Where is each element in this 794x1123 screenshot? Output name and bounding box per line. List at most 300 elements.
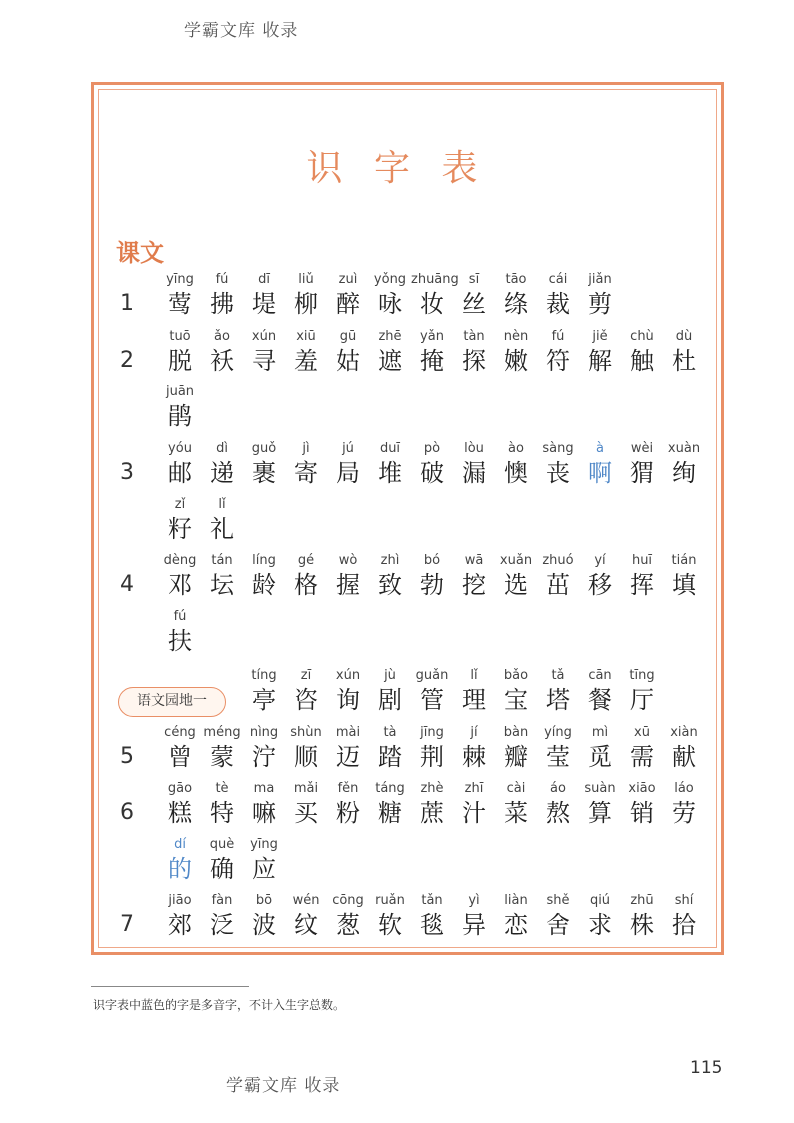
- character-cell: [159, 329, 201, 377]
- character-cell: [579, 781, 621, 829]
- hanzi: 探: [462, 347, 486, 375]
- hanzi: 啊: [588, 459, 612, 487]
- pinyin: què: [209, 837, 235, 852]
- pinyin: zhē: [378, 329, 402, 344]
- character-cell: [327, 893, 369, 941]
- pinyin: láo: [674, 781, 694, 796]
- lesson-number: 6: [120, 800, 134, 825]
- hanzi: 籽: [168, 515, 192, 543]
- hanzi: 格: [294, 571, 318, 599]
- hanzi: 拂: [210, 290, 234, 318]
- pinyin: sī: [468, 272, 480, 287]
- character-cell: [327, 553, 369, 601]
- character-cell: [537, 272, 579, 320]
- character-cell: [621, 441, 663, 489]
- character-cell: [159, 497, 201, 545]
- hanzi: 应: [252, 855, 276, 883]
- hanzi: 泛: [210, 911, 234, 939]
- hanzi: 买: [294, 799, 318, 827]
- watermark-bottom: 学霸文库 收录: [226, 1076, 341, 1096]
- pinyin: bàn: [503, 725, 529, 740]
- pinyin: yíng: [544, 725, 572, 740]
- chinese-garden-badge: 语文园地一: [118, 687, 226, 717]
- pinyin: yīng: [250, 837, 278, 852]
- hanzi: 询: [336, 686, 360, 714]
- character-cell: [621, 553, 663, 601]
- pinyin: ào: [508, 441, 524, 456]
- hanzi: 波: [252, 911, 276, 939]
- character-cell: [159, 441, 201, 489]
- character-cell: [243, 441, 285, 489]
- pinyin: zī: [300, 668, 312, 683]
- character-cell: [411, 553, 453, 601]
- hanzi: 舍: [546, 911, 570, 939]
- pinyin: guǎn: [415, 668, 449, 683]
- hanzi: 裁: [546, 290, 570, 318]
- character-cell: [453, 553, 495, 601]
- character-cell: [495, 329, 537, 377]
- character-cell: [495, 272, 537, 320]
- hanzi: 瓣: [504, 743, 528, 771]
- pinyin: shí: [674, 893, 694, 908]
- pinyin: céng: [164, 725, 196, 740]
- hanzi: 礼: [210, 515, 234, 543]
- character-cell: [201, 497, 243, 545]
- character-cell: [369, 272, 411, 320]
- pinyin: xū: [634, 725, 650, 740]
- hanzi: 符: [546, 347, 570, 375]
- hanzi: 荆: [420, 743, 444, 771]
- pinyin: yóu: [168, 441, 192, 456]
- pinyin: pò: [423, 441, 441, 456]
- page-number: 115: [690, 1058, 723, 1078]
- pinyin: yí: [594, 553, 606, 568]
- pinyin: lǐ: [470, 668, 478, 683]
- hanzi: 毯: [420, 911, 444, 939]
- character-cell: [243, 553, 285, 601]
- hanzi: 扶: [168, 627, 192, 655]
- pinyin: jú: [342, 441, 354, 456]
- hanzi: 厅: [630, 686, 654, 714]
- character-cell: [327, 668, 369, 716]
- pinyin: xuàn: [667, 441, 701, 456]
- lesson-number: 7: [120, 912, 134, 937]
- character-cell: [537, 893, 579, 941]
- character-cell: [579, 725, 621, 773]
- hanzi: 菜: [504, 799, 528, 827]
- character-cell: [537, 441, 579, 489]
- pinyin: gé: [297, 553, 315, 568]
- hanzi: 餐: [588, 686, 612, 714]
- pinyin: qiú: [589, 893, 611, 908]
- character-cell: [327, 725, 369, 773]
- hanzi: 蒙: [210, 743, 234, 771]
- pinyin: ǎo: [214, 329, 230, 344]
- pinyin: liǔ: [298, 272, 314, 287]
- hanzi: 咨: [294, 686, 318, 714]
- character-cell: [243, 668, 285, 716]
- character-cell: [495, 441, 537, 489]
- page-title: 识 字 表: [306, 148, 488, 189]
- character-cell: [453, 781, 495, 829]
- hanzi: 觅: [588, 743, 612, 771]
- hanzi: 致: [378, 571, 402, 599]
- hanzi: 杜: [672, 347, 696, 375]
- character-cell: [243, 272, 285, 320]
- pinyin: tíng: [251, 668, 277, 683]
- pinyin: zhè: [420, 781, 444, 796]
- character-cell: [159, 384, 201, 432]
- hanzi: 懊: [504, 459, 528, 487]
- pinyin: cài: [506, 781, 526, 796]
- hanzi: 破: [420, 459, 444, 487]
- hanzi: 异: [462, 911, 486, 939]
- pinyin: à: [596, 441, 604, 456]
- pinyin: tà: [383, 725, 397, 740]
- hanzi: 触: [630, 347, 654, 375]
- character-cell: [159, 781, 201, 829]
- hanzi: 的: [168, 855, 192, 883]
- character-cell: [663, 329, 705, 377]
- pinyin: tán: [211, 553, 233, 568]
- pinyin: zhuāng: [411, 272, 459, 287]
- character-cell: [201, 837, 243, 885]
- character-cell: [411, 272, 459, 320]
- pinyin: mǎi: [293, 781, 319, 796]
- character-cell: [369, 441, 411, 489]
- pinyin: jí: [470, 725, 478, 740]
- hanzi: 绚: [672, 459, 696, 487]
- hanzi: 嫩: [504, 347, 528, 375]
- pinyin: lǐ: [218, 497, 226, 512]
- character-cell: [285, 272, 327, 320]
- pinyin: jiǎn: [588, 272, 612, 287]
- pinyin: bǎo: [503, 668, 529, 683]
- character-cell: [495, 668, 537, 716]
- hanzi: 亭: [252, 686, 276, 714]
- pinyin: zhū: [630, 893, 654, 908]
- pinyin: huī: [631, 553, 653, 568]
- hanzi: 解: [588, 347, 612, 375]
- pinyin: bó: [423, 553, 441, 568]
- lesson-number: 1: [120, 291, 134, 316]
- pinyin: zuì: [338, 272, 358, 287]
- character-cell: [621, 781, 663, 829]
- character-cell: [285, 329, 327, 377]
- character-cell: [369, 329, 411, 377]
- pinyin: zhuó: [542, 553, 574, 568]
- pinyin: suàn: [584, 781, 616, 796]
- hanzi: 曾: [168, 743, 192, 771]
- section-heading: 课文: [116, 238, 164, 267]
- pinyin: wén: [292, 893, 320, 908]
- character-cell: [579, 272, 621, 320]
- character-cell: [201, 893, 243, 941]
- pinyin: ruǎn: [375, 893, 405, 908]
- footnote: 识字表中蓝色的字是多音字，不计入生字总数。: [93, 998, 346, 1012]
- character-cell: [579, 441, 621, 489]
- pinyin: zhī: [464, 781, 484, 796]
- character-cell: [495, 553, 537, 601]
- hanzi: 绦: [504, 290, 528, 318]
- character-cell: [453, 441, 495, 489]
- hanzi: 确: [210, 855, 234, 883]
- hanzi: 莺: [168, 290, 192, 318]
- pinyin: táng: [375, 781, 405, 796]
- hanzi: 丧: [546, 459, 570, 487]
- character-cell: [453, 272, 495, 320]
- pinyin: tàn: [463, 329, 485, 344]
- pinyin: wò: [338, 553, 358, 568]
- character-cell: [201, 553, 243, 601]
- hanzi: 堤: [252, 290, 276, 318]
- hanzi: 踏: [378, 743, 402, 771]
- character-cell: [159, 553, 201, 601]
- character-cell: [159, 609, 201, 657]
- hanzi: 纹: [294, 911, 318, 939]
- hanzi: 堆: [378, 459, 402, 487]
- pinyin: mì: [591, 725, 609, 740]
- character-cell: [537, 668, 579, 716]
- pinyin: jīng: [420, 725, 444, 740]
- hanzi: 咏: [378, 290, 402, 318]
- character-cell: [411, 329, 453, 377]
- hanzi: 拾: [672, 911, 696, 939]
- hanzi: 茁: [546, 571, 570, 599]
- pinyin: bō: [255, 893, 273, 908]
- character-cell: [201, 272, 243, 320]
- character-cell: [453, 668, 495, 716]
- character-cell: [495, 893, 537, 941]
- pinyin: gū: [339, 329, 357, 344]
- lesson-number: 4: [120, 572, 134, 597]
- pinyin: tǎn: [421, 893, 443, 908]
- character-cell: [411, 893, 453, 941]
- hanzi: 需: [630, 743, 654, 771]
- character-cell: [285, 668, 327, 716]
- hanzi: 移: [588, 571, 612, 599]
- pinyin: dí: [174, 837, 186, 852]
- character-cell: [663, 553, 705, 601]
- pinyin: zhì: [380, 553, 400, 568]
- character-cell: [495, 781, 537, 829]
- hanzi: 嘛: [252, 799, 276, 827]
- hanzi: 柳: [294, 290, 318, 318]
- character-cell: [411, 441, 453, 489]
- pinyin: cōng: [332, 893, 364, 908]
- character-cell: [621, 668, 663, 716]
- hanzi: 填: [672, 571, 696, 599]
- hanzi: 特: [210, 799, 234, 827]
- hanzi: 袄: [210, 347, 234, 375]
- hanzi: 销: [630, 799, 654, 827]
- character-cell: [285, 553, 327, 601]
- character-cell: [327, 272, 369, 320]
- hanzi: 求: [588, 911, 612, 939]
- character-cell: [369, 668, 411, 716]
- lesson-number: 3: [120, 460, 134, 485]
- pinyin: lòu: [464, 441, 484, 456]
- hanzi: 算: [588, 799, 612, 827]
- hanzi: 蔗: [420, 799, 444, 827]
- hanzi: 粉: [336, 799, 360, 827]
- hanzi: 泞: [252, 743, 276, 771]
- hanzi: 葱: [336, 911, 360, 939]
- hanzi: 宝: [504, 686, 528, 714]
- hanzi: 递: [210, 459, 234, 487]
- character-cell: [537, 781, 579, 829]
- pinyin: cái: [548, 272, 568, 287]
- hanzi: 羞: [294, 347, 318, 375]
- pinyin: wèi: [630, 441, 654, 456]
- character-cell: [327, 441, 369, 489]
- pinyin: tǎ: [551, 668, 565, 683]
- hanzi: 挥: [630, 571, 654, 599]
- pinyin: yǎn: [420, 329, 444, 344]
- watermark-top: 学霸文库 收录: [184, 21, 299, 41]
- hanzi: 塔: [546, 686, 570, 714]
- pinyin: xuǎn: [499, 553, 533, 568]
- character-cell: [411, 781, 453, 829]
- character-cell: [579, 329, 621, 377]
- lesson-number: 5: [120, 744, 134, 769]
- hanzi: 管: [420, 686, 444, 714]
- pinyin: nìng: [249, 725, 279, 740]
- hanzi: 理: [462, 686, 486, 714]
- hanzi: 漏: [462, 459, 486, 487]
- pinyin: ma: [253, 781, 275, 796]
- hanzi: 局: [336, 459, 360, 487]
- character-cell: [243, 329, 285, 377]
- character-cell: [621, 893, 663, 941]
- pinyin: shě: [546, 893, 570, 908]
- hanzi: 莹: [546, 743, 570, 771]
- hanzi: 恋: [504, 911, 528, 939]
- character-cell: [411, 668, 453, 716]
- pinyin: jù: [384, 668, 396, 683]
- pinyin: fú: [551, 329, 565, 344]
- hanzi: 献: [672, 743, 696, 771]
- hanzi: 迈: [336, 743, 360, 771]
- character-cell: [369, 781, 411, 829]
- character-cell: [663, 441, 705, 489]
- pinyin: tián: [671, 553, 697, 568]
- character-cell: [243, 781, 285, 829]
- pinyin: líng: [252, 553, 276, 568]
- character-cell: [243, 893, 285, 941]
- pinyin: dī: [258, 272, 270, 287]
- hanzi: 姑: [336, 347, 360, 375]
- pinyin: tīng: [629, 668, 655, 683]
- pinyin: xiū: [296, 329, 316, 344]
- pinyin: dèng: [163, 553, 197, 568]
- hanzi: 寻: [252, 347, 276, 375]
- footnote-divider: [91, 986, 249, 987]
- character-cell: [411, 725, 453, 773]
- hanzi: 糕: [168, 799, 192, 827]
- pinyin: jiě: [592, 329, 608, 344]
- pinyin: mài: [335, 725, 361, 740]
- character-cell: [159, 272, 201, 320]
- character-cell: [663, 781, 705, 829]
- character-cell: [621, 329, 663, 377]
- hanzi: 猬: [630, 459, 654, 487]
- pinyin: xiàn: [670, 725, 698, 740]
- pinyin: áo: [550, 781, 566, 796]
- character-cell: [285, 781, 327, 829]
- character-cell: [201, 441, 243, 489]
- hanzi: 妆: [420, 290, 444, 318]
- pinyin: yǒng: [373, 272, 407, 287]
- hanzi: 棘: [462, 743, 486, 771]
- pinyin: fěn: [337, 781, 359, 796]
- character-cell: [369, 893, 411, 941]
- character-cell: [453, 725, 495, 773]
- hanzi: 醉: [336, 290, 360, 318]
- pinyin: fú: [215, 272, 229, 287]
- hanzi: 掩: [420, 347, 444, 375]
- hanzi: 裹: [252, 459, 276, 487]
- pinyin: dì: [216, 441, 228, 456]
- hanzi: 糖: [378, 799, 402, 827]
- character-cell: [327, 781, 369, 829]
- character-cell: [201, 781, 243, 829]
- character-cell: [537, 553, 579, 601]
- hanzi: 脱: [168, 347, 192, 375]
- hanzi: 郊: [168, 911, 192, 939]
- hanzi: 顺: [294, 743, 318, 771]
- pinyin: yì: [468, 893, 480, 908]
- pinyin: méng: [203, 725, 241, 740]
- character-cell: [159, 893, 201, 941]
- pinyin: liàn: [504, 893, 528, 908]
- hanzi: 熬: [546, 799, 570, 827]
- pinyin: zǐ: [174, 497, 186, 512]
- character-cell: [243, 837, 285, 885]
- character-cell: [537, 725, 579, 773]
- pinyin: dù: [675, 329, 693, 344]
- character-cell: [243, 725, 285, 773]
- pinyin: guǒ: [251, 441, 277, 456]
- character-cell: [579, 668, 621, 716]
- hanzi: 劳: [672, 799, 696, 827]
- character-cell: [201, 725, 243, 773]
- hanzi: 剪: [588, 290, 612, 318]
- hanzi: 遮: [378, 347, 402, 375]
- character-cell: [285, 441, 327, 489]
- pinyin: nèn: [503, 329, 529, 344]
- hanzi: 龄: [252, 571, 276, 599]
- pinyin: xún: [335, 668, 361, 683]
- pinyin: tè: [215, 781, 229, 796]
- character-cell: [327, 329, 369, 377]
- hanzi: 软: [378, 911, 402, 939]
- lesson-number: 2: [120, 348, 134, 373]
- character-cell: [159, 725, 201, 773]
- character-cell: [369, 553, 411, 601]
- character-cell: [579, 553, 621, 601]
- hanzi: 握: [336, 571, 360, 599]
- pinyin: xún: [251, 329, 277, 344]
- hanzi: 汁: [462, 799, 486, 827]
- character-cell: [579, 893, 621, 941]
- character-cell: [285, 725, 327, 773]
- pinyin: xiāo: [628, 781, 656, 796]
- pinyin: chù: [630, 329, 654, 344]
- hanzi: 选: [504, 571, 528, 599]
- pinyin: juān: [165, 384, 195, 399]
- hanzi: 挖: [462, 571, 486, 599]
